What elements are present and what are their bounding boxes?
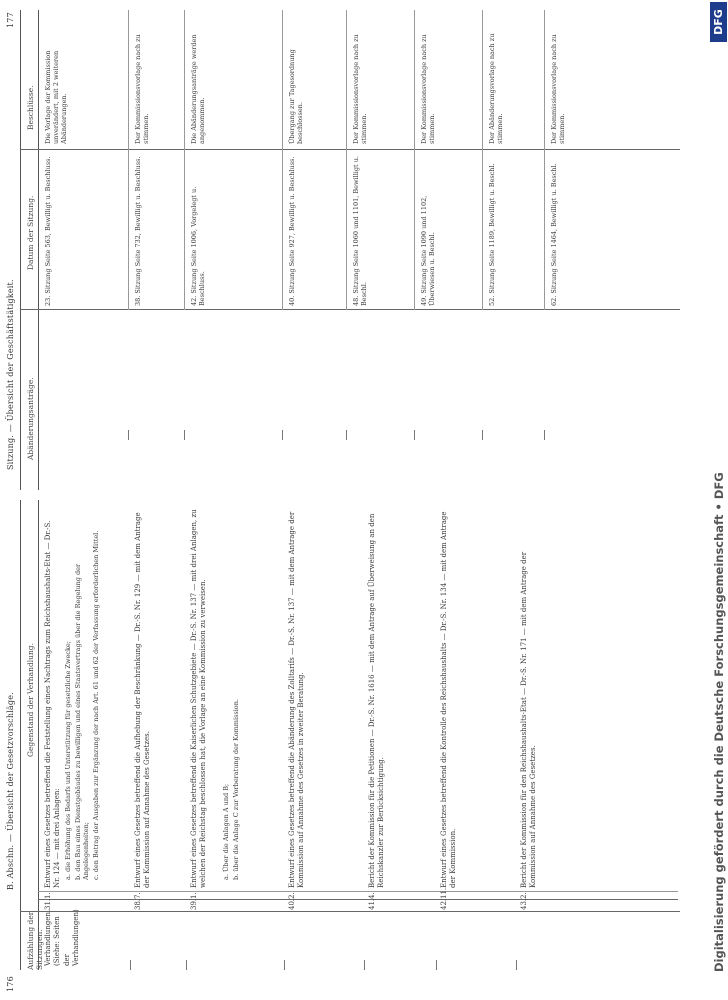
- left-running-head: B. Abschn. — Übersicht der Gesetzvorschläge.: [6, 692, 15, 890]
- left-col-group-header: Gegenstand der Verhandlung.: [26, 643, 35, 757]
- separator-dash: [282, 430, 283, 440]
- separator-dash: [284, 960, 285, 970]
- dfg-logo: DFG: [710, 2, 727, 42]
- entry-separator: [282, 10, 283, 310]
- separator-dash: [482, 430, 483, 440]
- row-4-sub: 2.: [288, 892, 296, 899]
- entry-7-result: Der Abänderungsvorlage nach zu stimmen.: [488, 33, 505, 144]
- entry-4-result: Übergang zur Tagesordnung beschlossen.: [288, 49, 305, 144]
- left-col-sitting-header: Aufzählung der Sitzungen.: [26, 911, 44, 970]
- separator-dash: [364, 960, 365, 970]
- separator-dash: [346, 430, 347, 440]
- entry-5-date: 48. Sitzung Seite 1060 und 1101, Bewilligt u. Beschl.: [352, 156, 369, 306]
- row-1-text: Entwurf eines Gesetzes betreffend die Feststellung eines Nachtrags zum Reichshaushalts-Etat — Dr.-S. Nr. 124 — mit drei Anlagen:: [44, 520, 62, 888]
- entry-3-date: 42. Sitzung Seite 1006, Vorgelegt u. Beschluss.: [190, 186, 207, 306]
- right-col-result-header: Beschlüsse.: [26, 85, 35, 130]
- entry-7-date: 52. Sitzung Seite 1189, Bewilligt u. Beschl.: [488, 163, 496, 306]
- row-3-item-a: a. Über die Anlagen A und B;: [222, 783, 230, 880]
- row-1-num: 31.: [44, 898, 52, 910]
- entry-4-date: 40. Sitzung Seite 927, Bewilligt u. Beschluss.: [288, 156, 296, 306]
- entry-separator: [544, 10, 545, 310]
- separator-dash: [544, 430, 545, 440]
- row-6-sub: 11.: [440, 887, 448, 899]
- row-4-text: Entwurf eines Gesetzes betreffend die Abänderung des Zolltarifs — Dr.-S. Nr. 137 — mit dem Antrage der Kommission auf Annahme des Gesetzes in zweiter Beratung.: [288, 511, 306, 888]
- entry-separator: [128, 10, 129, 310]
- right-header-rule: [20, 10, 21, 490]
- entry-8-result: Der Kommissionsvorlage nach zu stimmen.: [550, 34, 567, 144]
- right-running-head: Sitzung. — Übersicht der Geschäftstätigkeit.: [6, 279, 15, 470]
- separator-dash: [186, 960, 187, 970]
- left-column-divider: [20, 911, 680, 912]
- entry-5-result: Der Kommissionsvorlage nach zu stimmen.: [352, 34, 369, 144]
- right-header-rule-2: [38, 10, 39, 490]
- separator-dash: [414, 430, 415, 440]
- row-3-num: 39.: [190, 898, 198, 910]
- entry-3-result: Die Abänderungsanträge werden angenommen.: [190, 34, 207, 144]
- entry-6-result: Der Kommissionsvorlage nach zu stimmen.: [420, 34, 437, 144]
- row-3-item-b: b. über die Anlage C zur Vorberatung der Kommission.: [232, 699, 240, 880]
- row-2-sub: 7.: [134, 892, 142, 899]
- right-col-dates-header: Datum der Sitzung.: [26, 195, 35, 270]
- entry-2-date: 38. Sitzung Seite 732, Bewilligt u. Beschluss.: [134, 156, 142, 306]
- entry-separator: [482, 10, 483, 310]
- row-1-item-c: c. den Betrag der Ausgaben zur Ergänzung der nach Art. 61 und 62 der Verfassung erforderlichen Mittel.: [92, 530, 100, 880]
- row-6-num: 42.: [440, 898, 448, 910]
- row-1-sub: 1.: [44, 892, 52, 899]
- row-4-num: 40.: [288, 898, 296, 910]
- separator-dash: [436, 960, 437, 970]
- separator-dash: [184, 430, 185, 440]
- row-1-item-b: b. den Bau eines Dienstgebäudes zu bewilligen und eines Staatsvertrags über die Regelung der Angelegenheiten;: [74, 563, 91, 880]
- entry-6-date: 49. Sitzung Seite 1090 und 1102, Überwiesen u. Beschl.: [420, 195, 437, 306]
- row-2-num: 38.: [134, 898, 142, 910]
- separator-dash: [516, 960, 517, 970]
- row-5-num: 41.: [368, 898, 376, 910]
- row-5-text: Bericht der Kommission für die Petitionen — Dr.-S. Nr. 1616 — mit dem Antrage auf Überweisung an den Reichskanzler zur Berücksichtigung.: [368, 513, 386, 888]
- row-2-text: Entwurf eines Gesetzes betreffend die Aufhebung der Beschränkung — Dr.-S. Nr. 129 — mit dem Antrage der Kommission auf Annahme des Gesetzes.: [134, 512, 152, 888]
- entry-1-date: 23. Sitzung Seite 563, Bewilligt u. Beschluss.: [44, 156, 52, 306]
- right-page-number: 177: [6, 12, 15, 28]
- row-1-item-a: a. die Erhöhung des Bedarfs und Unterstützung für gesetzliche Zwecke;: [64, 641, 72, 880]
- row-7-text: Bericht der Kommission für den Reichshaushalts-Etat — Dr.-S. Nr. 171 — mit dem Antrage der Kommission auf Annahme des Gesetzes.: [520, 551, 538, 888]
- separator-dash: [130, 960, 131, 970]
- entry-1-result: Die Vorlage der Kommission unverändert, mit 2 weiteren Abänderungen.: [44, 50, 69, 144]
- row-7-sub: 2.: [520, 892, 528, 899]
- row-6-text: Entwurf eines Gesetzes betreffend die Kontrolle des Reichshaushalts — Dr.-S. Nr. 134 — mit dem Antrage der Kommission.: [440, 511, 458, 888]
- entry-separator: [346, 10, 347, 310]
- row-5-sub: 4.: [368, 892, 376, 899]
- entry-8-date: 62. Sitzung Seite 1464, Bewilligt u. Beschl.: [550, 163, 558, 306]
- sitting-label: Verhandlungen. (Siehe: Seiten der Verhandlungen): [44, 909, 81, 966]
- separator-dash: [128, 430, 129, 440]
- dfg-watermark-text: Digitalisierung gefördert durch die Deutsche Forschungsgemeinschaft • DFG: [712, 472, 726, 972]
- row-7-num: 43.: [520, 898, 528, 910]
- row-3-text: Entwurf eines Gesetzes betreffend die Kaiserlichen Schutzgebiete — Dr.-S. Nr. 137 — mit drei Anlagen, zu welchen der Reichstag beschlossen hat, die Vorlage an eine Kommission zu verweisen.: [190, 509, 208, 888]
- left-header-rule: [20, 500, 21, 970]
- row-3-sub: 1.: [190, 892, 198, 899]
- entry-2-result: Der Kommissionsvorlage nach zu stimmen.: [134, 34, 151, 144]
- left-page-number: 176: [6, 976, 15, 992]
- dfg-watermark-banner: [710, 0, 728, 1000]
- right-col-decisions-header: Abänderungsanträge.: [26, 377, 35, 460]
- entry-separator: [414, 10, 415, 310]
- right-column-divider-1: [20, 309, 680, 310]
- right-column-divider-2: [20, 149, 680, 150]
- entry-separator: [184, 10, 185, 310]
